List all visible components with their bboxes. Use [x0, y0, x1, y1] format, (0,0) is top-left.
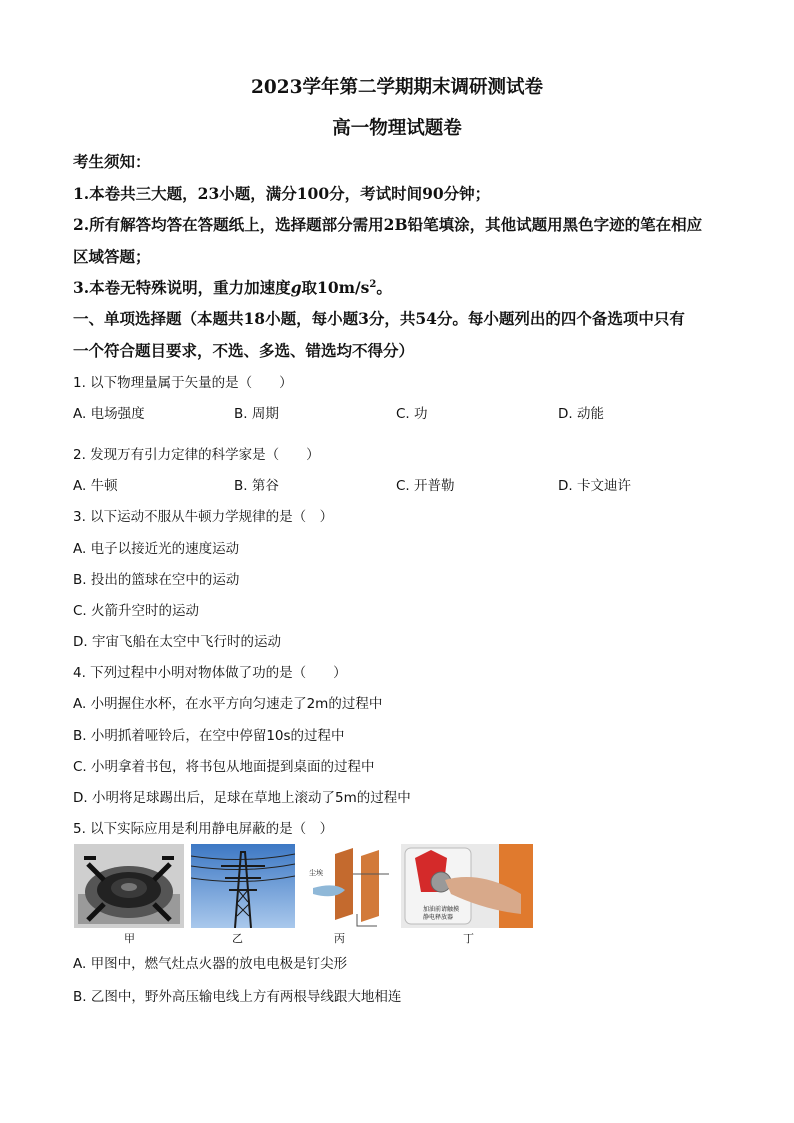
- q2-option-b: B. 第谷: [234, 478, 279, 494]
- q4-option-c: C. 小明拿着书包，将书包从地面提到桌面的过程中: [73, 759, 375, 775]
- exam-title: 2023学年第二学期期末调研测试卷: [251, 77, 543, 98]
- q5-option-b: B. 乙图中，野外高压输电线上方有两根导线跟大地相连: [73, 989, 402, 1005]
- q2-option-d: D. 卡文迪许: [558, 478, 631, 494]
- question-2-stem: 2. 发现万有引力定律的科学家是（ ）: [73, 447, 320, 463]
- notice-item-3-end: 。: [376, 278, 392, 297]
- figure-caption-jia: 甲: [124, 932, 135, 945]
- q1-option-b: B. 周期: [234, 406, 279, 422]
- electrostatic-illustration: [305, 844, 393, 928]
- figure-yi-power-tower: [191, 844, 295, 928]
- q3-option-c: C. 火箭升空时的运动: [73, 603, 200, 619]
- q3-option-b: B. 投出的篮球在空中的运动: [73, 572, 240, 588]
- gravity-symbol: g: [290, 278, 302, 297]
- notice-item-3-text: 3.本卷无特殊说明，重力加速度: [73, 278, 291, 297]
- section-heading-line-1: 一、单项选择题（本题共18小题，每小题3分，共54分。每小题列出的四个备选项中只有: [73, 309, 685, 328]
- unit-exponent: 2: [369, 278, 377, 290]
- notice-item-2: 2.所有解答均答在答题纸上，选择题部分需用2B铅笔填涂，其他试题用黑色字迹的笔在相应: [73, 215, 703, 234]
- ding-label-2: 静电释放器: [423, 914, 454, 921]
- figure-ding-static-discharger: [401, 844, 533, 928]
- notice-item-2-cont: 区域答题；: [73, 247, 151, 266]
- exam-subtitle: 高一物理试题卷: [332, 118, 462, 139]
- q4-option-d: D. 小明将足球踢出后，足球在草地上滚动了5m的过程中: [73, 790, 411, 806]
- question-5-stem: 5. 以下实际应用是利用静电屏蔽的是（ ）: [73, 821, 334, 837]
- q1-option-a: A. 电场强度: [73, 406, 145, 422]
- question-3-stem: 3. 以下运动不服从牛顿力学规律的是（ ）: [73, 509, 334, 525]
- notice-item-3: [73, 276, 392, 298]
- gas-stove-illustration: [74, 844, 184, 928]
- ding-label-1: 加油前请触摸: [423, 906, 460, 913]
- figure-caption-ding: 丁: [463, 932, 474, 945]
- bing-dust-label: 尘埃: [309, 869, 323, 877]
- figure-jia-gas-stove: [74, 844, 184, 928]
- q5-option-a: A. 甲图中，燃气灶点火器的放电电极是钉尖形: [73, 956, 348, 972]
- static-discharger-illustration: [401, 844, 533, 928]
- q3-option-a: A. 电子以接近光的速度运动: [73, 541, 240, 557]
- q2-option-c: C. 开普勒: [396, 478, 455, 494]
- question-4-stem: 4. 下列过程中小明对物体做了功的是（ ）: [73, 665, 347, 681]
- notice-item-3-value: 取10m/s: [301, 278, 370, 297]
- q4-option-a: A. 小明握住水杯，在水平方向匀速走了2m的过程中: [73, 696, 383, 712]
- section-heading-line-2: 一个符合题目要求，不选、多选、错选均不得分）: [73, 341, 415, 360]
- q3-option-d: D. 宇宙飞船在太空中飞行时的运动: [73, 634, 281, 650]
- question-1-stem: 1. 以下物理量属于矢量的是（ ）: [73, 375, 293, 391]
- q2-option-a: A. 牛顿: [73, 478, 118, 494]
- q1-option-c: C. 功: [396, 406, 428, 422]
- power-tower-illustration: [191, 844, 295, 928]
- q4-option-b: B. 小明抓着哑铃后，在空中停留10s的过程中: [73, 728, 345, 744]
- figure-caption-bing: 丙: [334, 932, 345, 945]
- notice-item-1: 1.本卷共三大题，23小题，满分100分，考试时间90分钟；: [73, 184, 491, 203]
- figure-bing-electrostatic: [305, 844, 393, 928]
- q1-option-d: D. 动能: [558, 406, 604, 422]
- notice-heading: 考生须知：: [73, 152, 151, 171]
- figure-caption-yi: 乙: [232, 932, 243, 945]
